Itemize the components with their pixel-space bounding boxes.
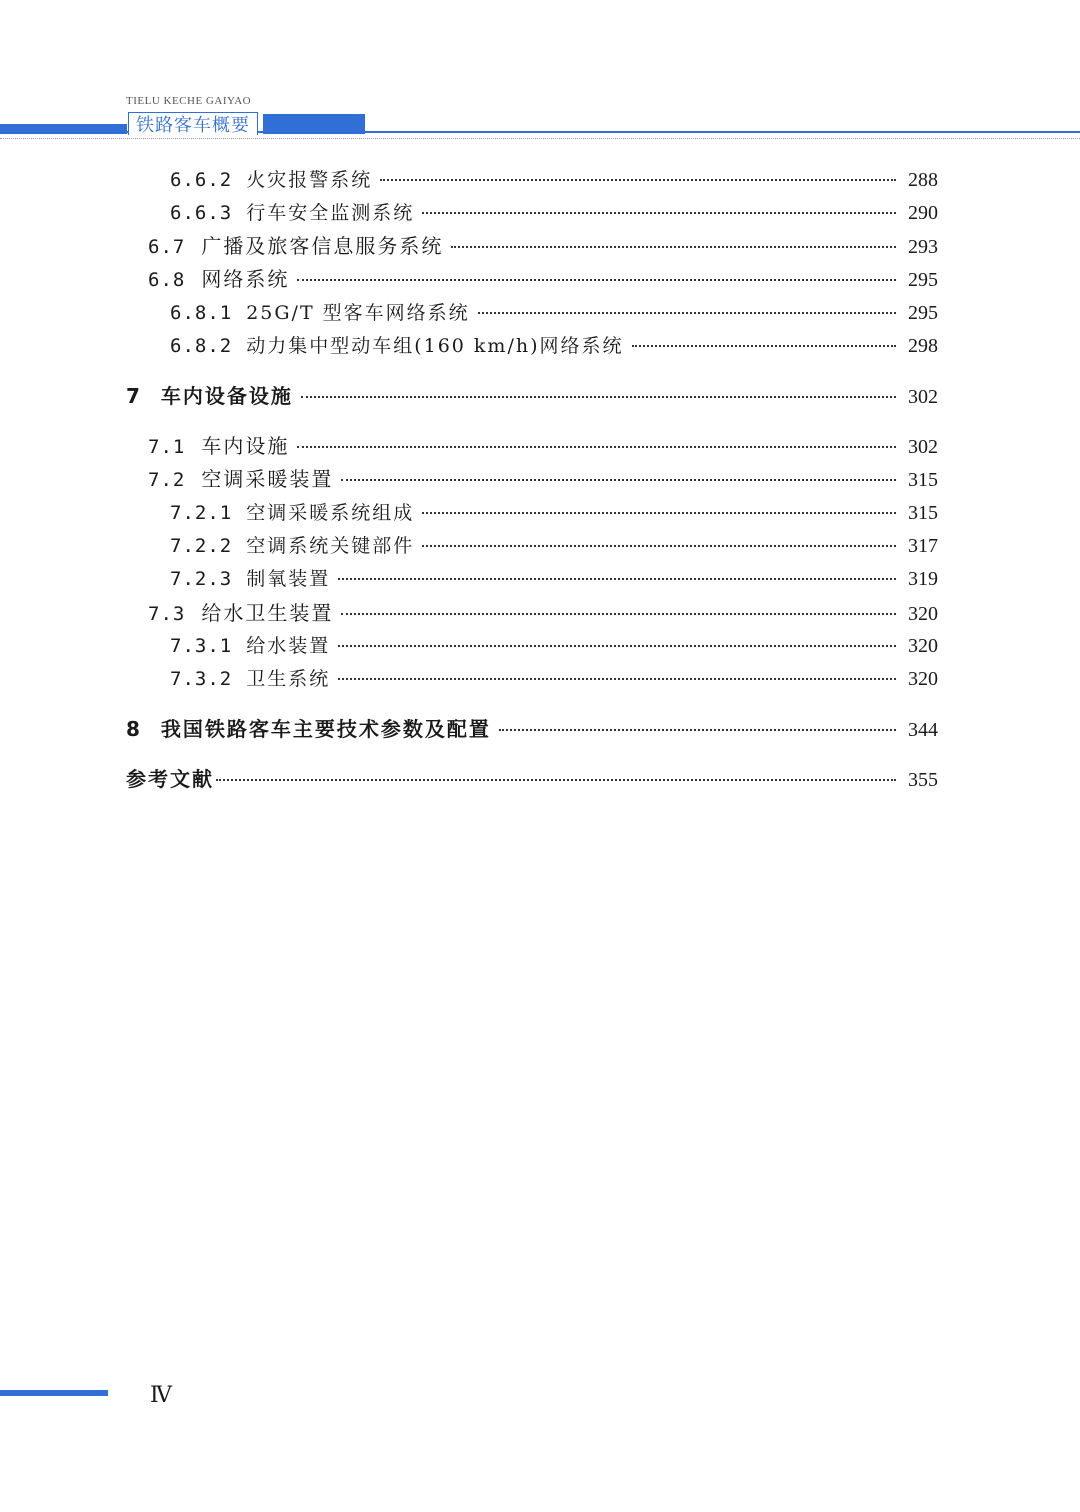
toc-leader-dots [422, 512, 896, 514]
toc-entry-number: 8 [126, 717, 141, 741]
toc-entry-title: 给水卫生装置 [201, 601, 334, 625]
toc-leader-dots [451, 246, 896, 248]
toc-entry [126, 764, 938, 794]
toc-entry-title: 行车安全监测系统 [246, 202, 415, 224]
toc-entry-title: 动力集中型动车组(160 km/h)网络系统 [246, 335, 624, 357]
toc-entry [170, 564, 938, 594]
toc-entry [170, 498, 938, 528]
toc-leader-dots [338, 645, 896, 647]
toc-entry-number: 6.8 [148, 269, 186, 291]
toc-entry [148, 264, 938, 294]
toc-leader-dots [341, 613, 896, 615]
toc-leader-dots [301, 396, 896, 398]
toc-entry [170, 664, 938, 694]
toc-entry-page: 302 [908, 436, 938, 458]
toc-entry [170, 165, 938, 195]
toc-entry-number: 7.2.1 [170, 502, 233, 524]
toc-entry [148, 464, 938, 494]
toc-entry-page: 355 [908, 769, 938, 791]
toc-entry [170, 331, 938, 361]
header-title: 铁路客车概要 [128, 112, 258, 135]
toc-entry [148, 598, 938, 628]
toc-entry-page: 344 [908, 719, 938, 741]
toc-entry-page: 320 [908, 668, 938, 690]
toc-entry-page: 320 [908, 603, 938, 625]
header-right-block [263, 114, 365, 134]
toc-entry-page: 295 [908, 269, 938, 291]
toc-entry-page: 319 [908, 568, 938, 590]
toc-leader-dots [422, 545, 896, 547]
toc-entry-number: 6.7 [148, 236, 186, 258]
toc-entry [148, 231, 938, 261]
toc-entry-title: 卫生系统 [246, 668, 331, 690]
toc-entry [170, 298, 938, 328]
footer-bar [0, 1390, 108, 1396]
toc-leader-dots [338, 678, 896, 680]
toc-entry-number: 6.6.3 [170, 202, 233, 224]
toc-entry-title: 车内设备设施 [160, 384, 293, 408]
toc-leader-dots [338, 578, 896, 580]
toc-entry-number: 7.2 [148, 469, 186, 491]
toc-entry-number: 7 [126, 384, 141, 408]
toc-entry-number: 7.1 [148, 436, 186, 458]
toc-leader-dots [499, 729, 896, 731]
toc-entry-page: 295 [908, 302, 938, 324]
toc-entry-title: 我国铁路客车主要技术参数及配置 [160, 717, 491, 741]
header-rule [0, 138, 1080, 139]
toc-entry-page: 290 [908, 202, 938, 224]
toc-entry [170, 631, 938, 661]
toc-entry-number: 7.2.3 [170, 568, 233, 590]
page-number: Ⅳ [150, 1382, 172, 1407]
toc-entry-number: 7.3.2 [170, 668, 233, 690]
toc-leader-dots [632, 345, 896, 347]
toc-entry-title: 广播及旅客信息服务系统 [201, 234, 444, 258]
toc-entry-page: 320 [908, 635, 938, 657]
toc-entry [126, 381, 938, 411]
toc-entry-title: 空调采暖系统组成 [246, 502, 415, 524]
toc-entry [170, 531, 938, 561]
toc-leader-dots [216, 779, 896, 781]
toc-entry-page: 315 [908, 502, 938, 524]
header-pinyin: TIELU KECHE GAIYAO [126, 95, 252, 107]
toc-entry-number: 7.3 [148, 603, 186, 625]
toc-entry [170, 198, 938, 228]
toc-entry-page: 317 [908, 535, 938, 557]
toc-entry-number: 6.8.2 [170, 335, 233, 357]
toc-entry-number: 7.3.1 [170, 635, 233, 657]
toc-entry-title: 网络系统 [201, 267, 290, 291]
toc-entry-number: 6.8.1 [170, 302, 233, 324]
toc-entry-title: 制氧装置 [246, 568, 331, 590]
toc-entry-number: 6.6.2 [170, 169, 233, 191]
toc-leader-dots [478, 312, 896, 314]
toc-entry-page: 302 [908, 386, 938, 408]
toc-entry-title: 25G/T 型客车网络系统 [246, 302, 470, 324]
toc-entry-title: 参考文献 [126, 767, 214, 791]
toc-entry-page: 288 [908, 169, 938, 191]
toc-leader-dots [297, 446, 896, 448]
toc-entry-number: 7.2.2 [170, 535, 233, 557]
toc-entry-page: 298 [908, 335, 938, 357]
toc-entry [126, 714, 938, 744]
toc-entry [148, 431, 938, 461]
toc-leader-dots [380, 179, 896, 181]
toc-entry-title: 火灾报警系统 [246, 169, 373, 191]
toc-leader-dots [297, 279, 896, 281]
toc-leader-dots [422, 212, 896, 214]
toc-entry-page: 315 [908, 469, 938, 491]
toc-entry-title: 空调系统关键部件 [246, 535, 415, 557]
toc-entry-title: 车内设施 [201, 434, 290, 458]
toc-entry-title: 空调采暖装置 [201, 467, 334, 491]
toc-entry-page: 293 [908, 236, 938, 258]
toc-leader-dots [341, 479, 896, 481]
toc-entry-title: 给水装置 [246, 635, 331, 657]
